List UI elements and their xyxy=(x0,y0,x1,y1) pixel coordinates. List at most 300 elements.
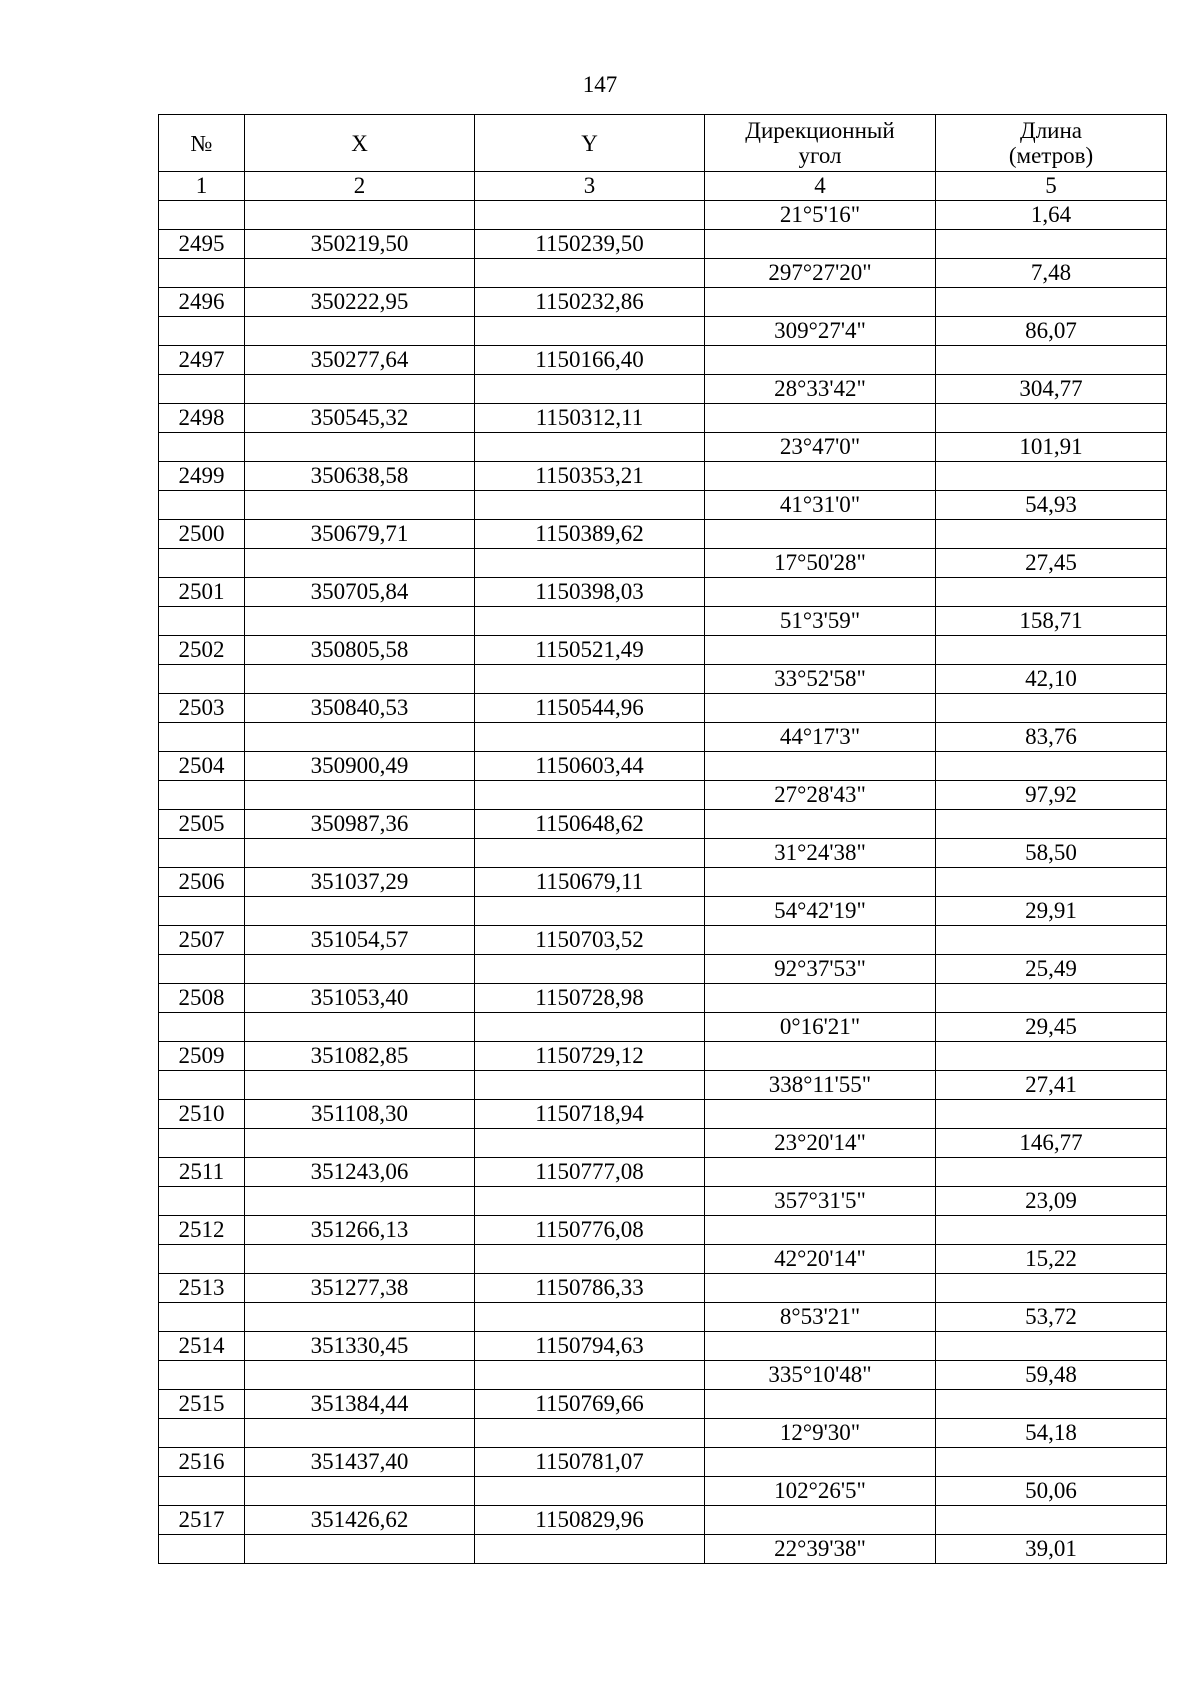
table-row xyxy=(159,1187,1167,1216)
cell-point-number xyxy=(159,897,245,926)
cell-y xyxy=(475,433,705,462)
cell-angle xyxy=(705,1100,936,1129)
cell-y: 1150389,62 xyxy=(475,520,705,549)
cell-point-number xyxy=(159,1303,245,1332)
cell-point-number xyxy=(159,1477,245,1506)
cell-angle xyxy=(705,1448,936,1477)
cell-point-number xyxy=(159,1013,245,1042)
cell-y: 1150312,11 xyxy=(475,404,705,433)
cell-x: 351054,57 xyxy=(245,926,475,955)
cell-angle: 31°24'38" xyxy=(705,839,936,868)
cell-x: 351426,62 xyxy=(245,1506,475,1535)
header-angle xyxy=(705,115,936,172)
cell-point-number xyxy=(159,723,245,752)
cell-point-number: 2511 xyxy=(159,1158,245,1187)
cell-length xyxy=(936,520,1167,549)
cell-point-number: 2507 xyxy=(159,926,245,955)
cell-y xyxy=(475,839,705,868)
cell-point-number: 2496 xyxy=(159,288,245,317)
cell-length xyxy=(936,1332,1167,1361)
coordinates-table xyxy=(158,114,1167,1564)
cell-x xyxy=(245,955,475,984)
cell-angle xyxy=(705,288,936,317)
cell-x: 351330,45 xyxy=(245,1332,475,1361)
table-row xyxy=(159,1303,1167,1332)
cell-angle xyxy=(705,1332,936,1361)
cell-y: 1150786,33 xyxy=(475,1274,705,1303)
table-row xyxy=(159,607,1167,636)
header-x: X xyxy=(245,115,475,172)
table-row xyxy=(159,1158,1167,1187)
cell-point-number xyxy=(159,317,245,346)
cell-angle: 309°27'4" xyxy=(705,317,936,346)
table-row xyxy=(159,1013,1167,1042)
header-y: Y xyxy=(475,115,705,172)
cell-length xyxy=(936,288,1167,317)
cell-length: 15,22 xyxy=(936,1245,1167,1274)
table-row xyxy=(159,1129,1167,1158)
column-number: 2 xyxy=(245,172,475,201)
cell-x xyxy=(245,723,475,752)
cell-point-number xyxy=(159,1245,245,1274)
cell-point-number xyxy=(159,1535,245,1564)
cell-length: 101,91 xyxy=(936,433,1167,462)
cell-point-number: 2504 xyxy=(159,752,245,781)
cell-point-number xyxy=(159,259,245,288)
cell-length xyxy=(936,810,1167,839)
cell-angle: 338°11'55" xyxy=(705,1071,936,1100)
cell-length: 59,48 xyxy=(936,1361,1167,1390)
cell-point-number: 2516 xyxy=(159,1448,245,1477)
cell-y xyxy=(475,723,705,752)
cell-length: 50,06 xyxy=(936,1477,1167,1506)
cell-point-number xyxy=(159,1187,245,1216)
cell-angle: 8°53'21" xyxy=(705,1303,936,1332)
cell-x xyxy=(245,1071,475,1100)
cell-angle: 33°52'58" xyxy=(705,665,936,694)
cell-length: 54,18 xyxy=(936,1419,1167,1448)
cell-y: 1150648,62 xyxy=(475,810,705,839)
cell-length: 54,93 xyxy=(936,491,1167,520)
cell-angle: 41°31'0" xyxy=(705,491,936,520)
cell-angle xyxy=(705,926,936,955)
table-row xyxy=(159,1042,1167,1071)
cell-angle xyxy=(705,868,936,897)
cell-y: 1150398,03 xyxy=(475,578,705,607)
cell-x xyxy=(245,781,475,810)
cell-angle xyxy=(705,1158,936,1187)
cell-length xyxy=(936,230,1167,259)
cell-x: 350840,53 xyxy=(245,694,475,723)
cell-length: 27,45 xyxy=(936,549,1167,578)
cell-point-number: 2512 xyxy=(159,1216,245,1245)
cell-y xyxy=(475,549,705,578)
cell-angle: 54°42'19" xyxy=(705,897,936,926)
column-number: 5 xyxy=(936,172,1167,201)
table-row xyxy=(159,926,1167,955)
cell-y: 1150729,12 xyxy=(475,1042,705,1071)
table-row xyxy=(159,375,1167,404)
cell-x: 351384,44 xyxy=(245,1390,475,1419)
cell-length xyxy=(936,926,1167,955)
cell-x xyxy=(245,1187,475,1216)
cell-y: 1150232,86 xyxy=(475,288,705,317)
cell-length: 39,01 xyxy=(936,1535,1167,1564)
cell-length: 53,72 xyxy=(936,1303,1167,1332)
cell-x xyxy=(245,839,475,868)
table-row xyxy=(159,1390,1167,1419)
cell-y xyxy=(475,201,705,230)
cell-x: 350679,71 xyxy=(245,520,475,549)
cell-length: 23,09 xyxy=(936,1187,1167,1216)
cell-y xyxy=(475,1477,705,1506)
cell-point-number: 2499 xyxy=(159,462,245,491)
table-row xyxy=(159,317,1167,346)
cell-y xyxy=(475,1013,705,1042)
table-row xyxy=(159,230,1167,259)
cell-x: 350705,84 xyxy=(245,578,475,607)
table-row xyxy=(159,1245,1167,1274)
table-row xyxy=(159,723,1167,752)
cell-y: 1150603,44 xyxy=(475,752,705,781)
table-row xyxy=(159,839,1167,868)
cell-angle: 44°17'3" xyxy=(705,723,936,752)
cell-x: 350987,36 xyxy=(245,810,475,839)
cell-angle xyxy=(705,346,936,375)
cell-length xyxy=(936,578,1167,607)
cell-angle: 12°9'30" xyxy=(705,1419,936,1448)
cell-angle xyxy=(705,1390,936,1419)
cell-length: 7,48 xyxy=(936,259,1167,288)
page-number: 147 xyxy=(582,72,618,97)
cell-y: 1150776,08 xyxy=(475,1216,705,1245)
cell-point-number: 2517 xyxy=(159,1506,245,1535)
cell-x xyxy=(245,665,475,694)
cell-y: 1150769,66 xyxy=(475,1390,705,1419)
cell-angle xyxy=(705,404,936,433)
cell-angle xyxy=(705,694,936,723)
cell-length xyxy=(936,984,1167,1013)
cell-y xyxy=(475,607,705,636)
table-row xyxy=(159,1477,1167,1506)
column-number-row xyxy=(159,172,1167,201)
table-row xyxy=(159,201,1167,230)
cell-point-number xyxy=(159,1129,245,1158)
cell-x xyxy=(245,1303,475,1332)
cell-y: 1150239,50 xyxy=(475,230,705,259)
cell-point-number xyxy=(159,201,245,230)
cell-length: 97,92 xyxy=(936,781,1167,810)
table-row xyxy=(159,1332,1167,1361)
cell-point-number: 2509 xyxy=(159,1042,245,1071)
cell-y xyxy=(475,259,705,288)
cell-length xyxy=(936,404,1167,433)
cell-length xyxy=(936,1448,1167,1477)
cell-angle: 23°20'14" xyxy=(705,1129,936,1158)
cell-y: 1150166,40 xyxy=(475,346,705,375)
cell-x: 350545,32 xyxy=(245,404,475,433)
cell-angle xyxy=(705,1506,936,1535)
header-length-line1: Длина xyxy=(1020,118,1082,143)
cell-length: 58,50 xyxy=(936,839,1167,868)
cell-x: 350219,50 xyxy=(245,230,475,259)
cell-x: 351053,40 xyxy=(245,984,475,1013)
cell-point-number xyxy=(159,433,245,462)
cell-x xyxy=(245,1477,475,1506)
cell-y: 1150781,07 xyxy=(475,1448,705,1477)
table-row xyxy=(159,810,1167,839)
cell-angle: 297°27'20" xyxy=(705,259,936,288)
cell-y xyxy=(475,1419,705,1448)
cell-point-number xyxy=(159,1419,245,1448)
cell-length xyxy=(936,868,1167,897)
table-row xyxy=(159,1071,1167,1100)
cell-x: 351266,13 xyxy=(245,1216,475,1245)
cell-point-number: 2515 xyxy=(159,1390,245,1419)
column-number: 4 xyxy=(705,172,936,201)
cell-length xyxy=(936,346,1167,375)
cell-x: 351108,30 xyxy=(245,1100,475,1129)
cell-length: 25,49 xyxy=(936,955,1167,984)
table-row xyxy=(159,868,1167,897)
header-angle-line1: Дирекционный xyxy=(745,118,895,143)
cell-point-number: 2508 xyxy=(159,984,245,1013)
cell-angle: 28°33'42" xyxy=(705,375,936,404)
cell-angle: 92°37'53" xyxy=(705,955,936,984)
cell-point-number xyxy=(159,607,245,636)
cell-angle xyxy=(705,1216,936,1245)
cell-y: 1150794,63 xyxy=(475,1332,705,1361)
cell-length: 29,45 xyxy=(936,1013,1167,1042)
cell-y xyxy=(475,1245,705,1274)
table-row xyxy=(159,549,1167,578)
cell-point-number xyxy=(159,781,245,810)
table-row xyxy=(159,665,1167,694)
table-row xyxy=(159,346,1167,375)
cell-point-number: 2500 xyxy=(159,520,245,549)
cell-point-number: 2495 xyxy=(159,230,245,259)
cell-length: 1,64 xyxy=(936,201,1167,230)
cell-point-number xyxy=(159,839,245,868)
cell-angle xyxy=(705,462,936,491)
cell-angle xyxy=(705,578,936,607)
cell-angle: 22°39'38" xyxy=(705,1535,936,1564)
cell-x xyxy=(245,375,475,404)
cell-angle xyxy=(705,230,936,259)
cell-point-number: 2497 xyxy=(159,346,245,375)
cell-point-number xyxy=(159,955,245,984)
cell-y: 1150544,96 xyxy=(475,694,705,723)
cell-length: 42,10 xyxy=(936,665,1167,694)
cell-point-number: 2503 xyxy=(159,694,245,723)
cell-x xyxy=(245,201,475,230)
cell-point-number xyxy=(159,549,245,578)
cell-y xyxy=(475,1071,705,1100)
table-row xyxy=(159,1419,1167,1448)
cell-y xyxy=(475,1361,705,1390)
cell-x xyxy=(245,1013,475,1042)
table-row xyxy=(159,491,1167,520)
cell-angle: 27°28'43" xyxy=(705,781,936,810)
column-number: 1 xyxy=(159,172,245,201)
cell-y xyxy=(475,781,705,810)
table-row xyxy=(159,984,1167,1013)
cell-angle xyxy=(705,752,936,781)
cell-length xyxy=(936,1390,1167,1419)
table-row xyxy=(159,1361,1167,1390)
cell-x xyxy=(245,549,475,578)
cell-length: 86,07 xyxy=(936,317,1167,346)
cell-point-number xyxy=(159,665,245,694)
table-row xyxy=(159,1535,1167,1564)
cell-length: 158,71 xyxy=(936,607,1167,636)
cell-angle xyxy=(705,1042,936,1071)
cell-point-number: 2501 xyxy=(159,578,245,607)
header-length xyxy=(936,115,1167,172)
cell-x: 350222,95 xyxy=(245,288,475,317)
table-row xyxy=(159,404,1167,433)
cell-x xyxy=(245,433,475,462)
cell-y: 1150521,49 xyxy=(475,636,705,665)
cell-y xyxy=(475,955,705,984)
cell-point-number: 2502 xyxy=(159,636,245,665)
cell-x xyxy=(245,1419,475,1448)
cell-y: 1150718,94 xyxy=(475,1100,705,1129)
cell-angle: 42°20'14" xyxy=(705,1245,936,1274)
cell-length: 304,77 xyxy=(936,375,1167,404)
cell-length xyxy=(936,1100,1167,1129)
table-row xyxy=(159,1448,1167,1477)
cell-y: 1150703,52 xyxy=(475,926,705,955)
table-row xyxy=(159,1506,1167,1535)
cell-y xyxy=(475,1303,705,1332)
cell-angle: 357°31'5" xyxy=(705,1187,936,1216)
cell-angle: 335°10'48" xyxy=(705,1361,936,1390)
cell-point-number xyxy=(159,1071,245,1100)
cell-length xyxy=(936,752,1167,781)
cell-point-number: 2513 xyxy=(159,1274,245,1303)
table-row xyxy=(159,694,1167,723)
cell-x xyxy=(245,897,475,926)
cell-x: 351037,29 xyxy=(245,868,475,897)
cell-length xyxy=(936,1506,1167,1535)
table-row xyxy=(159,636,1167,665)
cell-y xyxy=(475,491,705,520)
cell-x xyxy=(245,1129,475,1158)
table-row xyxy=(159,1274,1167,1303)
cell-x: 350805,58 xyxy=(245,636,475,665)
cell-length: 27,41 xyxy=(936,1071,1167,1100)
table-row xyxy=(159,288,1167,317)
cell-x xyxy=(245,1535,475,1564)
cell-angle: 102°26'5" xyxy=(705,1477,936,1506)
cell-length xyxy=(936,1158,1167,1187)
cell-angle: 21°5'16" xyxy=(705,201,936,230)
cell-y xyxy=(475,375,705,404)
cell-length xyxy=(936,636,1167,665)
cell-length xyxy=(936,462,1167,491)
cell-angle xyxy=(705,636,936,665)
cell-angle: 17°50'28" xyxy=(705,549,936,578)
cell-y xyxy=(475,1129,705,1158)
cell-point-number: 2510 xyxy=(159,1100,245,1129)
header-length-line2: (метров) xyxy=(1008,143,1094,168)
cell-angle xyxy=(705,1274,936,1303)
cell-length: 83,76 xyxy=(936,723,1167,752)
cell-x: 350638,58 xyxy=(245,462,475,491)
cell-point-number: 2514 xyxy=(159,1332,245,1361)
cell-x xyxy=(245,259,475,288)
cell-x: 351437,40 xyxy=(245,1448,475,1477)
table-row xyxy=(159,520,1167,549)
table-row xyxy=(159,462,1167,491)
table-row xyxy=(159,259,1167,288)
cell-x xyxy=(245,607,475,636)
header-number: № xyxy=(159,115,245,172)
cell-y: 1150829,96 xyxy=(475,1506,705,1535)
cell-angle: 51°3'59" xyxy=(705,607,936,636)
cell-point-number xyxy=(159,375,245,404)
cell-y: 1150728,98 xyxy=(475,984,705,1013)
table-row xyxy=(159,752,1167,781)
cell-x: 350900,49 xyxy=(245,752,475,781)
cell-y xyxy=(475,897,705,926)
cell-x xyxy=(245,491,475,520)
cell-angle xyxy=(705,984,936,1013)
table-row xyxy=(159,897,1167,926)
table-header-row xyxy=(159,115,1167,172)
cell-point-number: 2498 xyxy=(159,404,245,433)
cell-length xyxy=(936,1216,1167,1245)
table-row xyxy=(159,781,1167,810)
cell-length xyxy=(936,1042,1167,1071)
cell-point-number: 2506 xyxy=(159,868,245,897)
cell-point-number xyxy=(159,1361,245,1390)
cell-angle: 0°16'21" xyxy=(705,1013,936,1042)
table-row xyxy=(159,1100,1167,1129)
cell-y xyxy=(475,1187,705,1216)
cell-angle: 23°47'0" xyxy=(705,433,936,462)
header-angle-line2: угол xyxy=(798,143,842,168)
cell-y xyxy=(475,1535,705,1564)
table-row xyxy=(159,955,1167,984)
cell-x xyxy=(245,1245,475,1274)
table-row xyxy=(159,433,1167,462)
cell-angle xyxy=(705,810,936,839)
cell-length xyxy=(936,694,1167,723)
cell-length xyxy=(936,1274,1167,1303)
cell-y: 1150353,21 xyxy=(475,462,705,491)
cell-y: 1150777,08 xyxy=(475,1158,705,1187)
cell-y xyxy=(475,665,705,694)
column-number: 3 xyxy=(475,172,705,201)
table-row xyxy=(159,1216,1167,1245)
cell-y: 1150679,11 xyxy=(475,868,705,897)
cell-x xyxy=(245,1361,475,1390)
cell-point-number xyxy=(159,491,245,520)
cell-angle xyxy=(705,520,936,549)
cell-y xyxy=(475,317,705,346)
cell-x: 351277,38 xyxy=(245,1274,475,1303)
cell-length: 29,91 xyxy=(936,897,1167,926)
cell-length: 146,77 xyxy=(936,1129,1167,1158)
cell-x xyxy=(245,317,475,346)
cell-x: 351243,06 xyxy=(245,1158,475,1187)
cell-x: 351082,85 xyxy=(245,1042,475,1071)
cell-x: 350277,64 xyxy=(245,346,475,375)
cell-point-number: 2505 xyxy=(159,810,245,839)
table-row xyxy=(159,578,1167,607)
